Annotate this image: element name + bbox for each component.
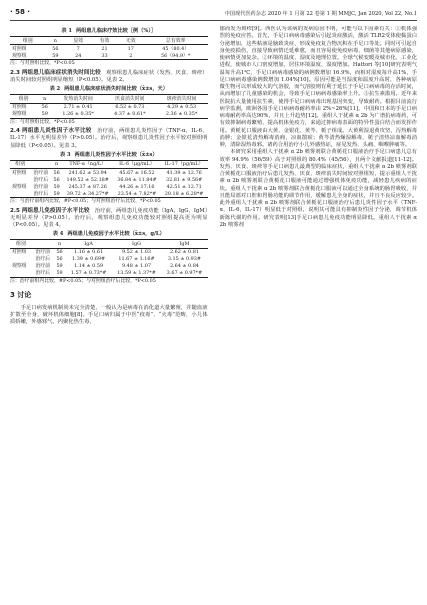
table3 [10,160,208,198]
table-cell [10,190,31,198]
table-cell: 1.57 ± 0.73*# [66,270,112,278]
table-cell: 9.52 ± 1.03 [122,249,151,256]
table-cell: 23.54 ± 7.82*# [113,190,161,198]
table-row [10,52,208,60]
section-3-heading: 3 讨论 [10,291,32,300]
table-cell: 6.52 ± 0.73 [115,104,145,111]
right-column [220,26,418,326]
table2-label: 表 2 [49,86,61,93]
table-cell: 56 [53,169,60,176]
table3-title: 两组患儿炎性因子水平比较（x̄±s） [74,151,158,158]
table-header-cell: n [54,240,66,248]
table-header-cell: 有效 [91,37,117,45]
table-header-cell [31,160,52,168]
table-cell: 245.37 ± 87.26 [68,183,107,190]
table-cell: 56 [53,176,60,183]
section-2-5-text: 治疗前，两组患儿免疫功能（IgA，IgG，IgM）无明显差异（P>0.05）。治疗后，观察组患儿免疫功能较对照组提高更为明显（P<0.05）。见表 4。 [10,207,208,229]
table1-title: 两组患儿临床疗效比较［例（%）］ [75,28,157,34]
table-cell: 45（80.4） [162,45,190,52]
table-header-cell: 组别 [10,160,31,168]
table-cell: 治疗前 [33,169,49,176]
table-cell: 1.26 ± 0.35* [52,111,104,119]
table-header-cell: 显效 [65,37,91,45]
table-header-cell: IgG [112,240,162,248]
table-cell: 治疗前 [35,249,51,256]
table-row [10,270,208,278]
table-cell: 观察组 [10,52,46,60]
table-header-cell [32,240,54,248]
table-cell: 59 [53,183,60,190]
table-cell: 59 [56,263,63,270]
table2 [10,94,208,118]
table-cell: 39.72 ± 34.27*# [62,190,113,198]
table-cell: 1.16 ± 0.61 [74,249,104,256]
table-cell: 3.67 ± 0.97*# [161,270,207,278]
table-header-cell: IL-6（μg/mL） [113,160,161,168]
table-cell: 42.51 ± 12.71 [166,183,202,190]
table3-caption [10,152,208,159]
table-cell: 11.67 ± 1.16# [118,256,155,263]
table-cell: 4.29 ± 0.53 [167,104,197,111]
table-cell: 44.26 ± 17.16 [119,183,155,190]
section-3-paragraph: 手足口病发病机制尚未完全清楚，一般认为是病毒在消化道大量繁殖，并随血液扩散至全身，破坏机体细胞[8]。手足口病归属于中医“疫毒”、“火毒”范畴，小儿体质娇嫩，外感邪气，内聚化热生毒， [10,304,208,325]
running-header [10,6,417,21]
table-header-cell: n [51,160,62,168]
table-cell: 治疗前 [35,263,51,270]
table-cell: 2.64 ± 0.84 [169,263,199,270]
table-row [10,111,208,119]
left-column [10,26,208,326]
table-row [10,103,208,111]
table-header-cell: 组别 [10,37,46,45]
table-cell: 56 [56,249,63,256]
table-cell: 2.36 ± 0.35* [156,111,208,119]
table-cell: 56 [52,45,59,52]
table4 [10,239,208,277]
two-column-body [10,26,417,326]
table-header-cell: 总有效率 [144,37,208,45]
table-cell: 45.67 ± 16.52 [119,169,155,176]
section-2-3-text: 观察组患儿临床症状（发热、厌食、斑疹）消失时间较对照组明显缩短（P<0.05）。见表 2。 [10,69,208,84]
table-cell: 治疗后 [33,176,49,183]
table-cell: 56（94.9）* [144,52,208,60]
section-2-4 [10,128,208,150]
table-header-cell: IL-17（pg/mL） [161,160,208,168]
table-cell [10,270,32,278]
table1-label: 表 1 [61,28,72,34]
table-header-cell: 斑疹消失时间 [156,95,208,103]
table-cell: 41.39 ± 12.76 [166,169,202,176]
table-cell: 观察组 [10,111,37,119]
table-cell: 观察组 [12,183,27,190]
table4-note: 注：治疗前组内比较，#P<0.05；与对照组治疗后比较，*P<0.05 [10,277,156,284]
page-number: · 58 · [10,8,30,16]
table-row [10,169,208,177]
table-row [10,248,208,256]
table-row [10,183,208,190]
journal-info: 中国现代医药杂志 2020 年 1 月第 22 卷第 1 期 MMJC, Jan 2020, Vol 22, No.1 [224,11,417,17]
table-header-cell: IgA [66,240,112,248]
table-cell: 1.39 ± 0.69# [72,256,106,263]
table-cell: 24 [65,52,91,60]
table-cell: 36.84 ± 11.84# [117,176,157,183]
table-cell: 对照组 [12,249,27,256]
table-header-cell: 组别 [10,240,32,248]
table4-title: 两组患儿免疫因子水平比较（x̄±s，g/L） [67,231,165,238]
table3-label: 表 3 [59,151,71,158]
table-cell: 9.48 ± 1.07 [122,263,151,270]
discussion-paragraph: 郁而发为斑疹[9]。西医认为该病的发病原因不明，可能与以下因素有关：①机体强烈的免疫应答。首先，手足口病病毒感染后引起炎症激活，激活 TLR2受体使黏蛋白分泌增加，这些粘液是脑致炎症，形成免疫复合物沉积在手足口等处。同时可引起自身免疫损伤，直接导致病情迁延难愈，而且容易使免疫病毒、细菌等其他病原感染，使病情更加复杂。②环境的温度、湿度及地理位置。全球气候变暖及城市化、工业化进程，使城市人口密度增加，居住环境温度、湿度增加。Hattori 等[10]研究表明气温每升高1℃，手足口病病毒感染的病例数增加 16.9%，而相对湿度每升高1%，手足口病病毒感染例数增加 1.04%[10]。原因可能是当湿度和温度升高时，各种病原微生物可以形成较大的气溶胶，而气溶胶则有利于延长于手足口病病毒的存活时间，从而增加了儿童感染的机会，导致手足口病病毒感染率上升。③抗生素滥用。近年来医院抗大量使用抗生素，使得手足口病病毒出现基因突变，导致耐药。根据目前流行病学监测，欧洲各国手足口病病毒耐药率由 2%~26%[11]，中国和日本的手足口病病毒耐药率高达90%，并且上升趋势[12]。重组人干扰素 α 2b 为广谱抗病毒药，可有效抑制病毒繁殖，提高机体免疫力，来通过抑病毒表面的特异性蛋白结合而发挥作用。黄栀花口服液由大黄、金银花、黄芩、栀子组成。大黄利湿退黄攻坚，泻热解毒消肿；金银花清热解毒消痈，凉血散瘀；黄芩清热燥湿解毒，栀子清热凉血解毒消肿，清除湿热毒邪。诸药合用治疗小儿外感热证，症见发热、头痛、咽喉肿痛等。 [219,26,417,148]
table-cell: 21 [101,45,108,52]
table4-caption [10,231,208,238]
table-cell [10,256,32,263]
table-header-cell: 组别 [10,95,37,103]
section-2-3-heading: 2.3 两组患儿临床症状消失时间比较 [10,69,101,76]
table-header-cell: n [37,95,52,103]
table1-caption [10,28,208,35]
section-2-3 [10,70,208,85]
table-row [10,45,208,53]
table-header-cell: n [46,37,65,45]
table-cell: 59 [37,111,52,119]
table-cell: 149.52 ± 52.18# [66,176,109,183]
table-cell: 2.71 ± 0.41 [63,104,93,111]
table-row [10,176,208,183]
table-cell: 33 [91,52,117,60]
table2-note: 注：与对照组比较，*P<0.05 [10,118,75,125]
table3-note: 注：与治疗前组内比较，#P<0.05；与对照组治疗后比较，*P<0.05 [10,198,161,205]
table1 [10,36,208,60]
table-cell: 治疗后 [35,256,51,263]
table-row [10,190,208,198]
table-cell: 56 [56,256,63,263]
section-2-5-heading: 2.5 两组患儿免疫因子水平比较 [10,207,90,214]
table-header-cell: 厌食消失时间 [104,95,156,103]
section-2-4-heading: 2.4 两组患儿炎性因子水平比较 [10,128,92,135]
table-row [10,263,208,270]
table-header-cell: 发热消失时间 [52,95,104,103]
table-cell: 59 [51,190,62,198]
table-cell: 4.37 ± 0.61* [104,111,156,119]
table-cell: 2 [118,52,144,60]
table-cell: 对照组 [12,169,27,176]
table-cell: 1.14 ± 0.59 [74,263,104,270]
table-header-cell: TNF-α（ng/L） [62,160,113,168]
table-cell: 13.59 ± 1.37*# [112,270,162,278]
table-cell: 观察组 [12,263,27,270]
table2-title: 两组患儿临床症状消失时间比较（x̄±s，天） [64,86,168,93]
table-cell: 3.15 ± 0.93# [167,256,201,263]
table-cell [10,176,31,183]
table-cell: 对照组 [12,104,27,111]
section-2-4-text: 治疗前，两组患儿炎性因子（TNF-α，IL-6，IL-17）水平无明显差异（P>0.05）。治疗后，观察组患儿炎性因子水平较对照组明显降低（P<0.05）。见表 3。 [10,128,208,149]
table4-label: 表 4 [52,231,64,238]
table-cell: 对照组 [12,45,27,52]
table-cell: 治疗后 [31,190,52,198]
section-2-5 [10,208,208,230]
table-cell: 59 [54,270,66,278]
table-cell: 20.18 ± 6.28*# [161,190,208,198]
table-row [10,256,208,263]
table-cell: 治疗后 [32,270,54,278]
table-header-cell: IgM [161,240,207,248]
table-cell: 17 [127,45,134,52]
table2-caption [10,86,208,93]
table-cell: 59 [46,52,65,60]
table-cell: 241.62 ± 53.94 [68,169,107,176]
table-cell: 治疗前 [33,183,49,190]
table-cell: 56 [41,104,48,111]
table1-note: 注：与对照组比较，*P<0.05 [10,60,75,67]
table-cell: 32.81 ± 9.56# [165,176,203,183]
table-header-cell: 无效 [118,37,144,45]
discussion-paragraph: 本研究采用重组人干扰素 α 2b 喷雾剂联合黄栀花口服液治疗手足口病患儿总有效率 94.9%（56/59）高于对照组的 80.4%（45/56），且两个文献报道[11-12]。发热、厌食、斑疹等手足口病患儿最典型的临床症状，重组人干扰素 α 2b 喷雾剂联合黄栀花口服液治疗后患儿发热、厌食、斑疹消失时间较对照组短，提示重组人干扰素 α 2b 喷雾剂联合黄栀花口服液可能通过增强机体免疫功能，减轻患儿疾病的症状。重组人干扰素 α 2b 喷雾剂联合黄栀花口服液可以通过全身系统的肠胃吸收，并且能局部对口腔和胃肠功能的调节作用，缓解患儿全身的症状，并且不良反应较少。此外重组人干扰素 α 2b 喷雾剂联合黄栀花口服液治疗后患儿炎性因子水平（TNF-α，IL-6，IL-17）明显低于对照组，说明其可能具有抑制炎性因子分泌，调节机体新陈代谢的作用。研究表明[13]手足口病患儿免疫功能明显降低。重组人干扰素 α 2b 喷雾剂 [219,149,417,228]
table-cell: 7 [76,45,80,52]
table-cell: 2.62 ± 0.81 [169,249,199,256]
